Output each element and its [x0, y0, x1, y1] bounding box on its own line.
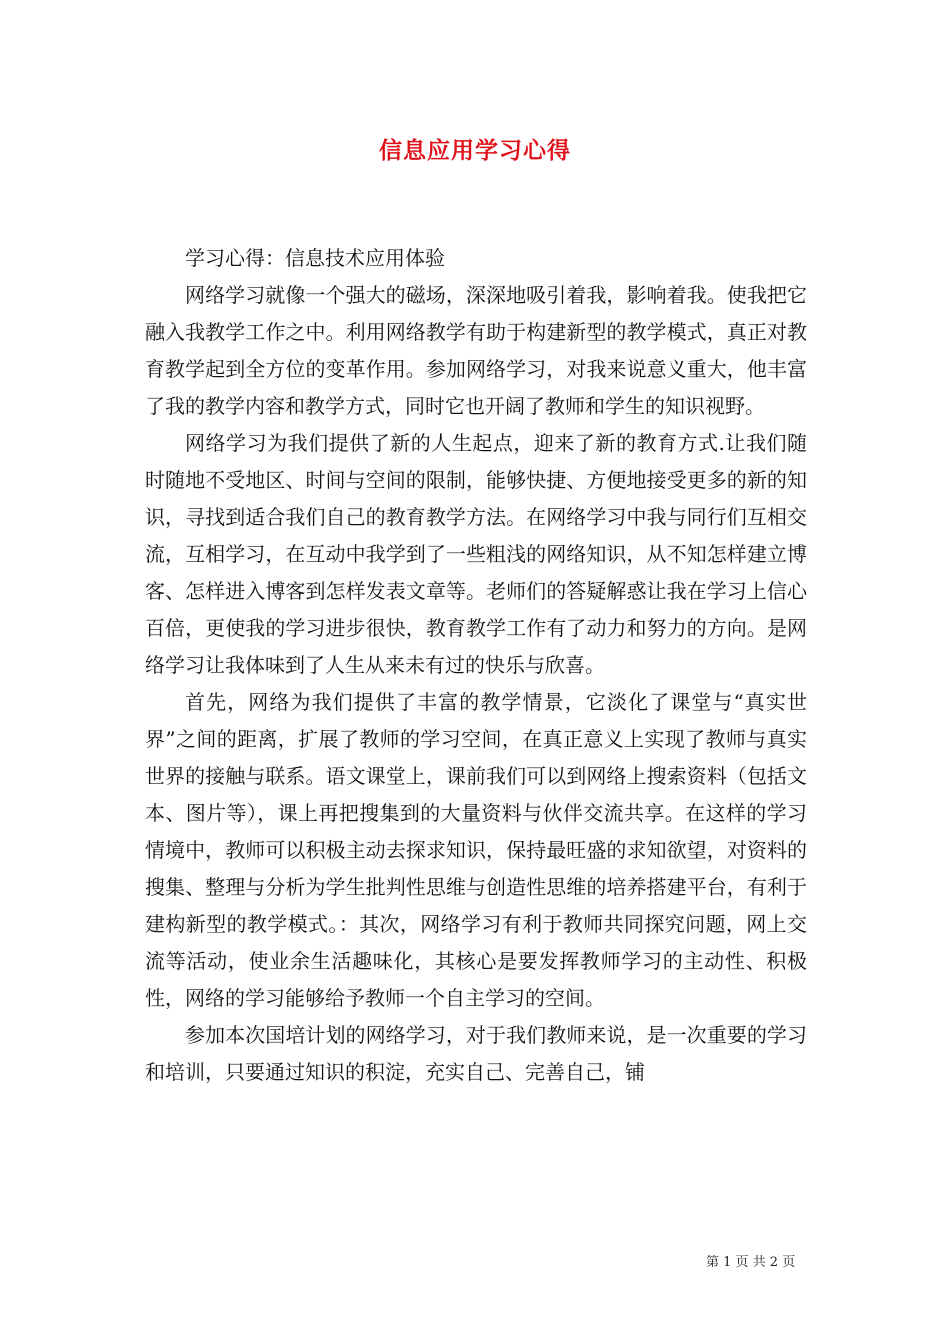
- paragraph-3: 首先，网络为我们提供了丰富的教学情景，它淡化了课堂与“真实世界”之间的距离，扩展了教师的学习空间，在真正意义上实现了教师与真实世界的接触与联系。语文课堂上，课前我们可以到网络上搜索资料（包括文本、图片等），课上再把搜集到的大量资料与伙伴交流共享。在这样的学习情境中，教师可以积极主动去探求知识，保持最旺盛的求知欲望，对资料的搜集、整理与分析为学生批判性思维与创造性思维的培养搭建平台，有利于建构新型的教学模式。：其次，网络学习有利于教师共同探究问题，网上交流等活动，使业余生活趣味化，其核心是要发挥教师学习的主动性、积极性，网络的学习能够给予教师一个自主学习的空间。: [145, 690, 807, 1010]
- page-number-footer: 第 1 页 共 2 页: [706, 1255, 796, 1270]
- document-body: [145, 240, 807, 1091]
- paragraph-4: 参加本次国培计划的网络学习，对于我们教师来说，是一次重要的学习和培训，只要通过知识的积淀，充实自己、完善自己，铺: [145, 1023, 807, 1084]
- paragraph-1: 网络学习就像一个强大的磁场，深深地吸引着我，影响着我。使我把它融入我教学工作之中。利用网络教学有助于构建新型的教学模式，真正对教育教学起到全方位的变革作用。参加网络学习，对我来说意义重大，他丰富了我的教学内容和教学方式，同时它也开阔了教师和学生的知识视野。: [145, 283, 807, 418]
- document-subtitle: 学习心得：信息技术应用体验: [185, 246, 445, 270]
- paragraph-2: 网络学习为我们提供了新的人生起点，迎来了新的教育方式.让我们随时随地不受地区、时间与空间的限制，能够快捷、方便地接受更多的新的知识，寻找到适合我们自己的教育教学方法。在网络学习中我与同行们互相交流，互相学习，在互动中我学到了一些粗浅的网络知识，从不知怎样建立博客、怎样进入博客到怎样发表文章等。老师们的答疑解惑让我在学习上信心百倍，更使我的学习进步很快，教育教学工作有了动力和努力的方向。是网络学习让我体味到了人生从来未有过的快乐与欣喜。: [145, 431, 807, 677]
- page-title: 信息应用学习心得: [379, 137, 571, 164]
